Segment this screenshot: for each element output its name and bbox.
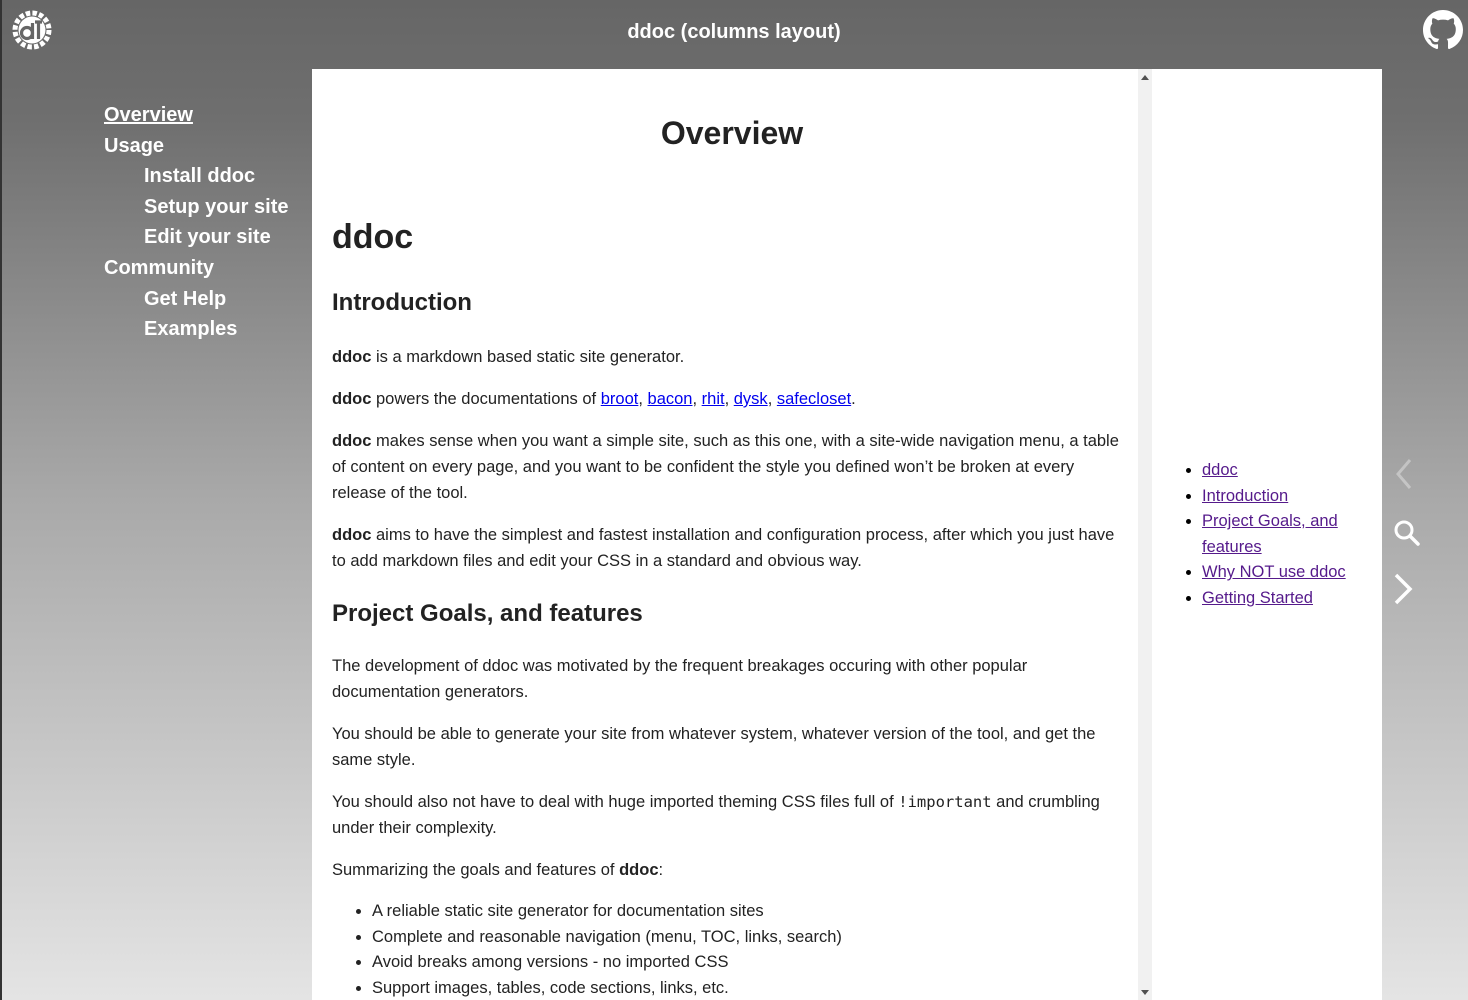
table-of-contents [1152,69,1382,1000]
toc-link-getting-started[interactable]: Getting Started [1202,588,1313,607]
toc-item [1202,484,1374,510]
paragraph-text: and crumbling under their complexity. [332,793,1100,837]
nav-item-usage[interactable]: Usage [104,134,165,157]
toc-link-ddoc[interactable]: ddoc [1202,461,1238,479]
paragraph-makes-sense [332,428,1132,506]
nav-item-overview[interactable]: Overview [104,104,193,126]
ddoc-strong: ddoc [332,390,372,408]
chevron-right-icon[interactable] [1388,570,1424,610]
heading-introduction: Introduction [332,289,472,316]
ddoc-strong: ddoc [332,432,372,450]
list-item: • Support images, tables, code sections, links, etc. [372,976,1132,1000]
header [0,0,1468,68]
link-separator: , [692,390,702,408]
paragraph-text: Summarizing the goals and features of [332,861,620,879]
paragraph-text: : [658,861,664,879]
nav-item-install-ddoc[interactable]: Install ddoc [144,165,256,188]
link-dysk[interactable]: dysk [733,390,768,408]
goals-list [332,899,1132,1000]
toc-item [1202,586,1374,612]
ddoc-strong: ddoc [619,861,659,879]
link-broot[interactable]: broot [600,390,639,408]
paragraph-text: aims to have the simplest and fastest installation and configuration process, after which you just have to add markdown files and edit your CSS in a standard and obvious way. [332,526,1115,570]
ddoc-strong: ddoc [332,526,372,544]
link-separator: , [638,390,648,408]
toc-link-why-not[interactable]: Why NOT use ddoc [1202,563,1346,582]
scroll-up-icon[interactable] [1141,75,1149,80]
paragraph-text: You should also not have to deal with huge imported theming CSS files full of [332,793,899,811]
content-scrollbar[interactable] [1138,69,1152,1000]
toc-link-introduction[interactable]: Introduction [1202,486,1289,505]
toc-link-project-goals[interactable]: Project Goals, and features [1202,512,1338,556]
link-separator: , [724,390,734,408]
toc-list [1152,458,1382,612]
window-edge [0,0,2,1000]
paragraph-aims [332,522,1132,574]
github-icon[interactable] [1423,10,1463,50]
paragraph-same-style: You should be able to generate your site from whatever system, whatever version of the tool, and get the same style. [332,725,1096,769]
link-bacon[interactable]: bacon [647,390,693,408]
heading-project-goals: Project Goals, and features [332,600,643,627]
page-title: Overview [660,115,804,151]
scroll-down-icon[interactable] [1141,990,1149,995]
paragraph-text: is a markdown based static site generator. [371,348,685,366]
nav-item-examples[interactable]: Examples [144,318,238,341]
list-item: • Avoid breaks among versions - no imported CSS [372,950,1132,976]
paragraph-text: powers the documentations of [371,390,601,408]
site-nav [104,100,309,345]
chevron-left-icon [1388,454,1424,494]
paragraph-powers [332,386,1132,412]
paragraph-no-important [332,789,1132,841]
paragraph-end: . [851,390,856,408]
nav-item-community[interactable]: Community [104,256,214,279]
list-item: • Complete and reasonable navigation (menu, TOC, links, search) [372,925,1132,951]
search-icon[interactable] [1388,513,1424,553]
ddoc-strong: ddoc [332,348,372,366]
toc-item [1202,560,1374,586]
site-title: ddoc (columns layout) [627,21,841,43]
toc-item [1202,509,1374,560]
inline-code: !important [898,793,992,811]
paragraph-intro [332,344,1132,370]
heading-ddoc: ddoc [332,218,414,256]
main-content [312,69,1138,1000]
nav-item-setup-your-site[interactable]: Setup your site [144,195,289,218]
link-rhit[interactable]: rhit [701,390,725,408]
paragraph-text: makes sense when you want a simple site, such as this one, with a site-wide navigation menu, a table of content on every page, and you want to be confident the style you defined won’t be broken at every release of the tool. [332,432,1119,502]
nav-item-get-help[interactable]: Get Help [144,287,227,310]
link-separator: , [767,390,777,408]
paragraph-motivation: The development of ddoc was motivated by the frequent breakages occuring with other popular documentation generators. [332,657,1028,701]
list-item: • A reliable static site generator for documentation sites [372,899,1132,925]
link-safecloset[interactable]: safecloset [776,390,852,408]
toc-item [1202,458,1374,484]
paragraph-summary [332,857,1132,883]
nav-item-edit-your-site[interactable]: Edit your site [144,226,271,249]
